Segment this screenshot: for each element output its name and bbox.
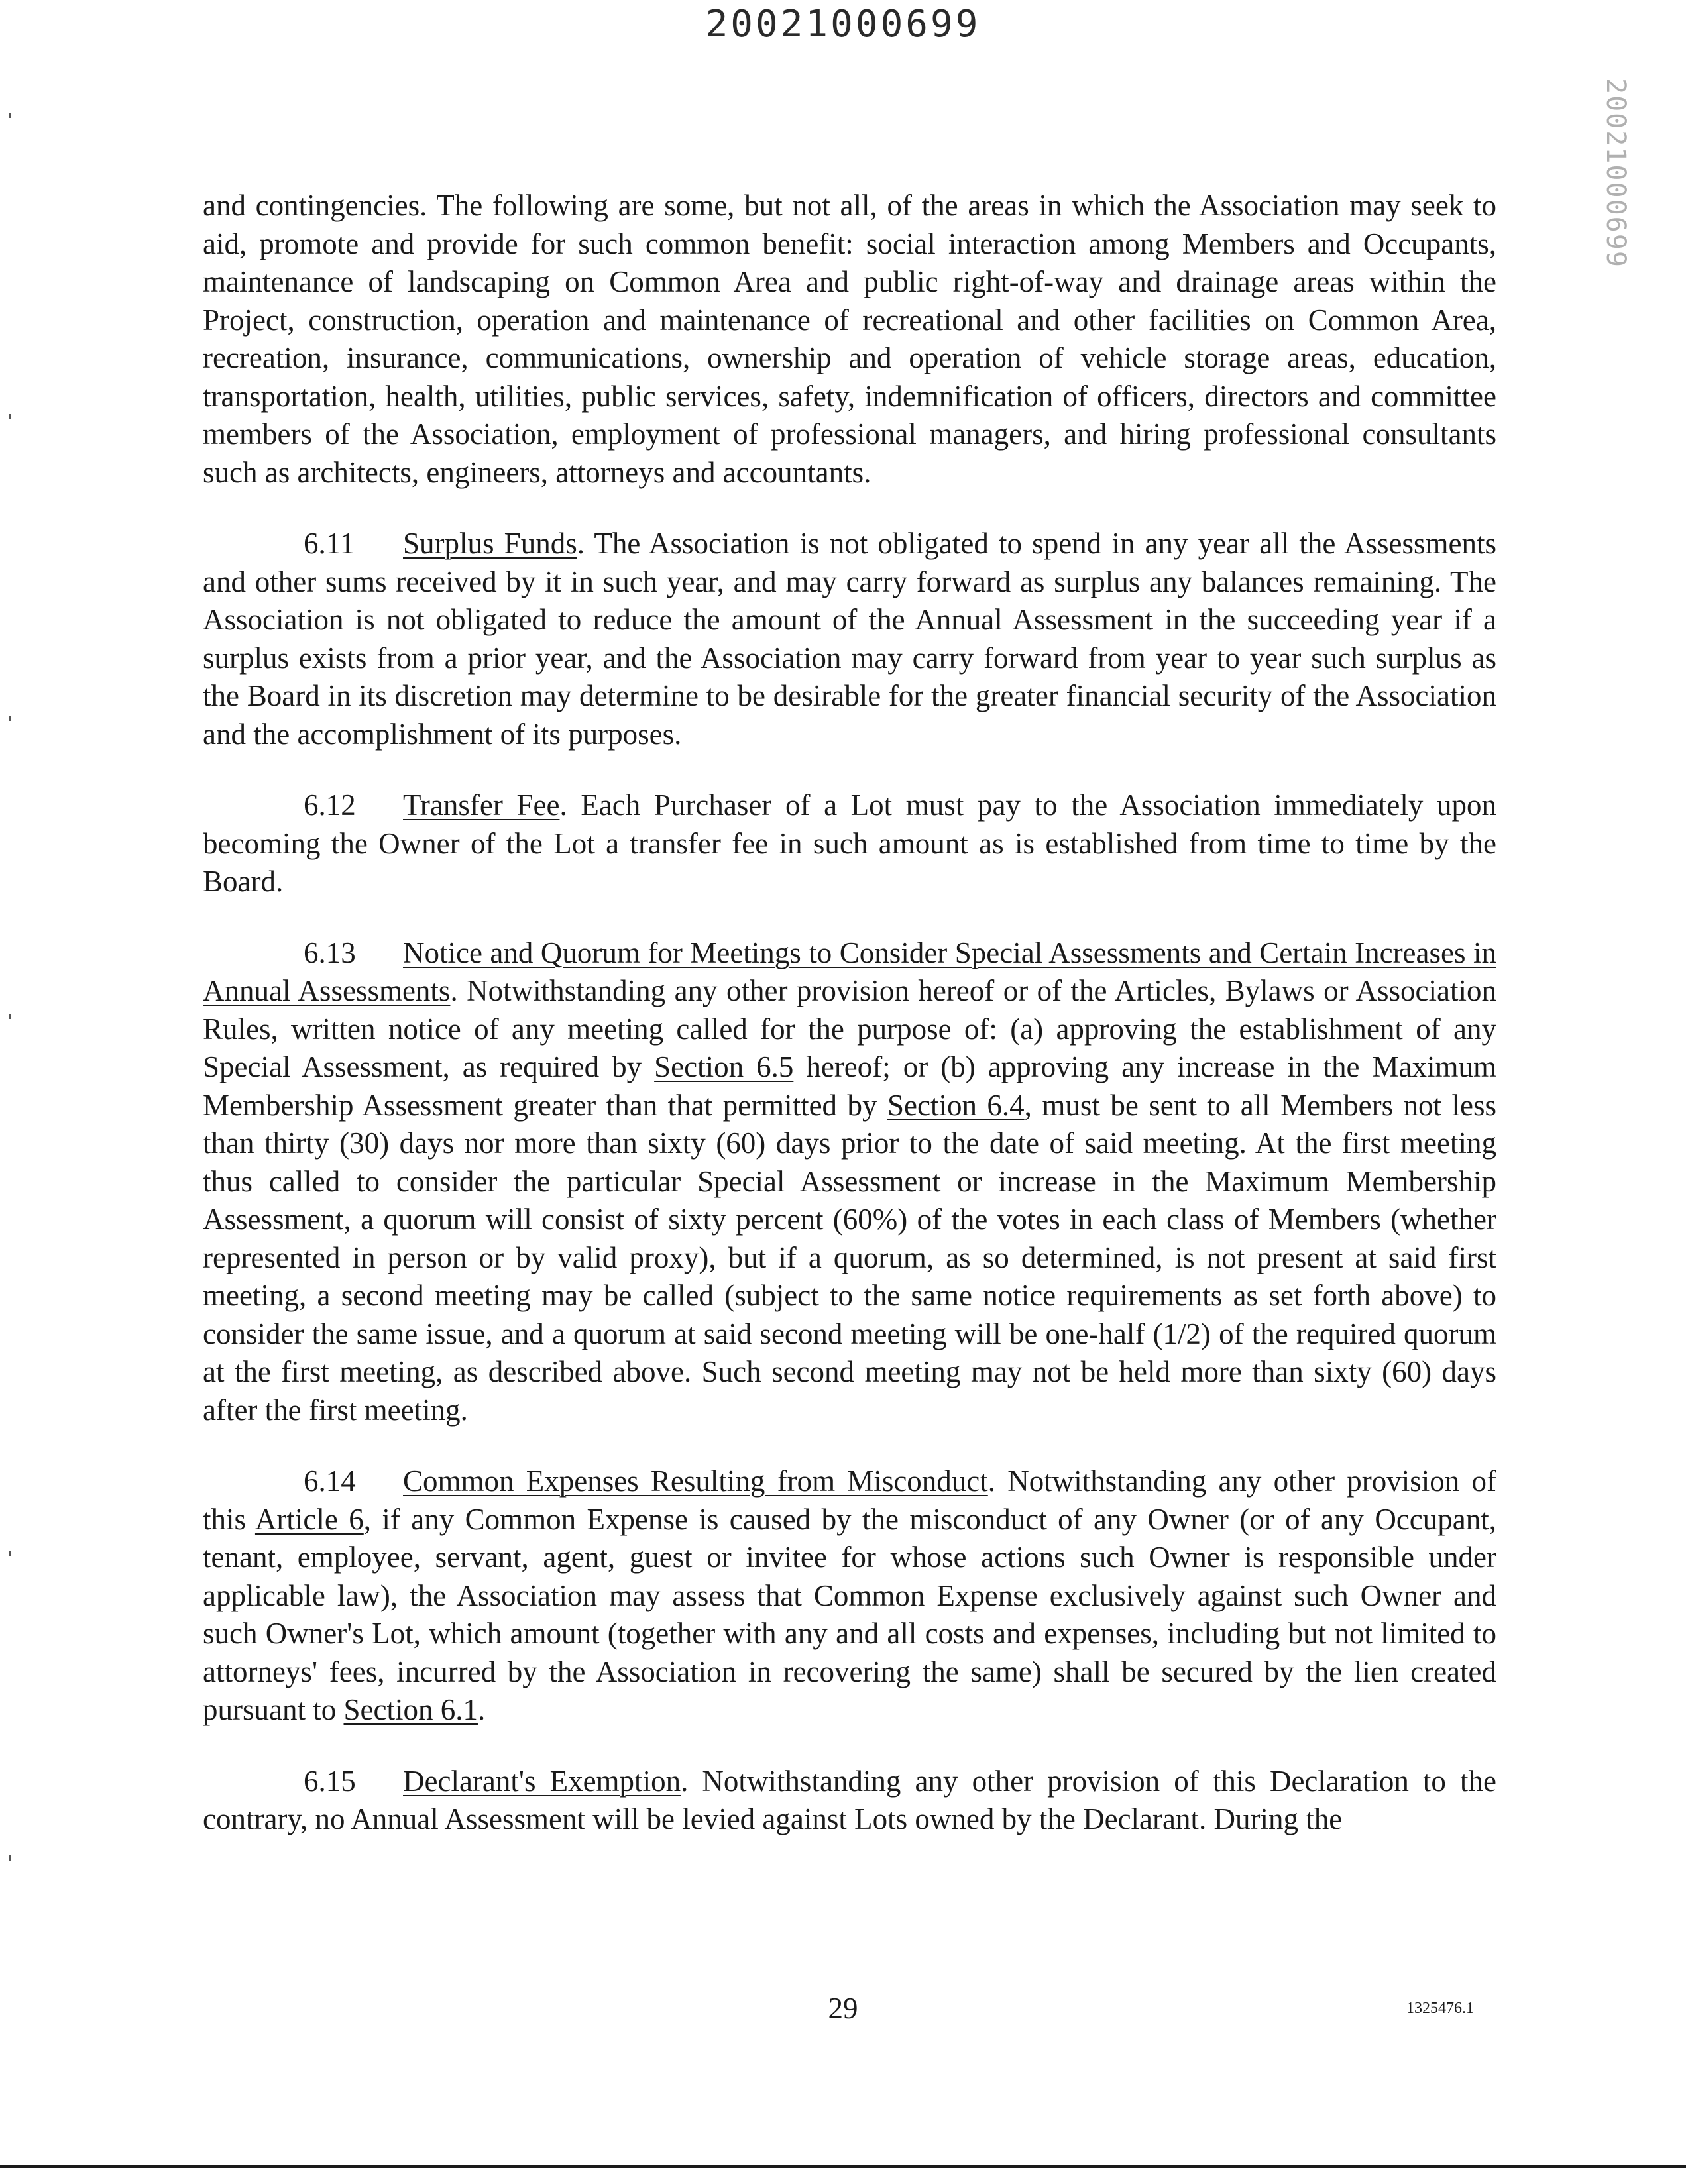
scan-edge-mark bbox=[9, 113, 11, 118]
section-number: 6.15 bbox=[304, 1764, 356, 1798]
scan-edge-mark bbox=[9, 1551, 11, 1556]
section-body: Notwithstanding any other provision of this Declaration to the contrary, no Annual Assessment will be levied against Lots owned by the Declarant. During the bbox=[203, 1764, 1497, 1835]
section-title-period: . bbox=[681, 1764, 689, 1798]
section-body: . bbox=[477, 1693, 486, 1726]
scan-edge-mark bbox=[9, 716, 11, 721]
document-id: 1325476.1 bbox=[1406, 2000, 1474, 2017]
section-title-period: . bbox=[987, 1464, 996, 1498]
cross-reference: Section 6.1 bbox=[343, 1693, 478, 1726]
side-stamp-text: 20021000699 bbox=[1601, 78, 1631, 268]
section-title-period: . bbox=[559, 789, 567, 822]
section-title: Notice and Quorum for Meetings to Consider Special Assessments and Certain Increases in Annual Assessments bbox=[203, 936, 1496, 1007]
section-number: 6.11 bbox=[304, 527, 355, 560]
cross-reference: Section 6.4 bbox=[887, 1088, 1025, 1122]
section-number: 6.13 bbox=[304, 936, 356, 969]
cross-reference: Section 6.5 bbox=[654, 1050, 794, 1083]
section-number: 6.12 bbox=[304, 789, 356, 822]
section-body: hereof; or (b) approving any increase in the Maximum Membership Assessment greater than that permitted by bbox=[203, 1050, 1496, 1122]
section-body: Notwithstanding any other provision hereof or of the Articles, Bylaws or Association Rules, written notice of any meeting called for the purpose of: (a) approving the establishment of any Special Assessment, as required by bbox=[203, 974, 1496, 1083]
page-bottom-rule bbox=[0, 2165, 1686, 2168]
cross-reference: Article 6 bbox=[254, 1502, 364, 1536]
section-body: , must be sent to all Members not less than thirty (30) days nor more than sixty (60) days prior to the date of said meeting. At the first meeting thus called to consider the particular Special Assessment or increase in the Maximum Membership Assessment, a quorum will consist of sixty percent (60%) of the votes in each class of Members (whether represented in person or by valid proxy), but if a quorum, as so determined, is not present at said first meeting, a second meeting may be called (subject to the same notice requirements as set forth above) to consider the same issue, and a quorum at said second meeting will be one-half (1/2) of the required quorum at the first meeting, as described above. Such second meeting may not be held more than sixty (60) days after the first meeting. bbox=[203, 1088, 1497, 1427]
section-6-14 bbox=[203, 1462, 1496, 1729]
section-title: Transfer Fee bbox=[403, 789, 560, 822]
section-6-13 bbox=[203, 934, 1496, 1430]
page-number: 29 bbox=[828, 1992, 858, 2025]
section-title-period: . bbox=[577, 527, 585, 560]
section-number: 6.14 bbox=[304, 1464, 356, 1498]
section-6-15 bbox=[203, 1763, 1496, 1839]
scan-edge-mark bbox=[9, 1014, 11, 1019]
section-title-period: . bbox=[450, 974, 458, 1007]
section-title: Common Expenses Resulting from Misconduct bbox=[403, 1464, 988, 1498]
section-body: The Association is not obligated to spend in any year all the Assessments and other sums received by it in such year, and may carry forward as surplus any balances remaining. The Association is not obligated to reduce the amount of the Annual Assessment in the succeeding year if a surplus exists from a prior year, and the Association may carry forward from year to year such surplus as the Board in its discretion may determine to be desirable for the greater financial security of the Association and the accomplishment of its purposes. bbox=[203, 527, 1496, 751]
recording-number: 20021000699 bbox=[705, 3, 981, 46]
section-title: Declarant's Exemption bbox=[403, 1764, 681, 1798]
scan-edge-mark bbox=[9, 414, 11, 419]
side-recording-stamp bbox=[1589, 78, 1642, 268]
section-6-12 bbox=[203, 787, 1496, 901]
section-body: Each Purchaser of a Lot must pay to the Association immediately upon becoming the Owner of the Lot a transfer fee in such amount as is established from time to time by the Board. bbox=[203, 789, 1496, 898]
section-title: Surplus Funds bbox=[403, 527, 577, 560]
document-body bbox=[203, 187, 1496, 1872]
scan-edge-mark bbox=[9, 1855, 11, 1861]
section-6-11 bbox=[203, 525, 1496, 753]
section-body: , if any Common Expense is caused by the misconduct of any Owner (or of any Occupant, tenant, employee, servant, agent, guest or invitee for whose actions such Owner is responsible under applicable law), the Association may assess that Common Expense exclusively against such Owner and such Owner's Lot, which amount (together with any and all costs and expenses, including but not limited to attorneys' fees, incurred by the Association in recovering the same) shall be secured by the lien created pursuant to bbox=[203, 1502, 1496, 1726]
section-body: Notwithstanding any other provision of this bbox=[203, 1464, 1496, 1536]
paragraph-intro: and contingencies. The following are some, but not all, of the areas in which the Association may seek to aid, promote and provide for such common benefit: social interaction among Members and Occupants, maintenance of landscaping on Common Area and public right-of-way and drainage areas within the Project, construction, operation and maintenance of recreational and other facilities on Common Area, recreation, insurance, communications, ownership and operation of vehicle storage areas, education, transportation, health, utilities, public services, safety, indemnification of officers, directors and committee members of the Association, employment of professional managers, and hiring professional consultants such as architects, engineers, attorneys and accountants. bbox=[203, 189, 1496, 489]
